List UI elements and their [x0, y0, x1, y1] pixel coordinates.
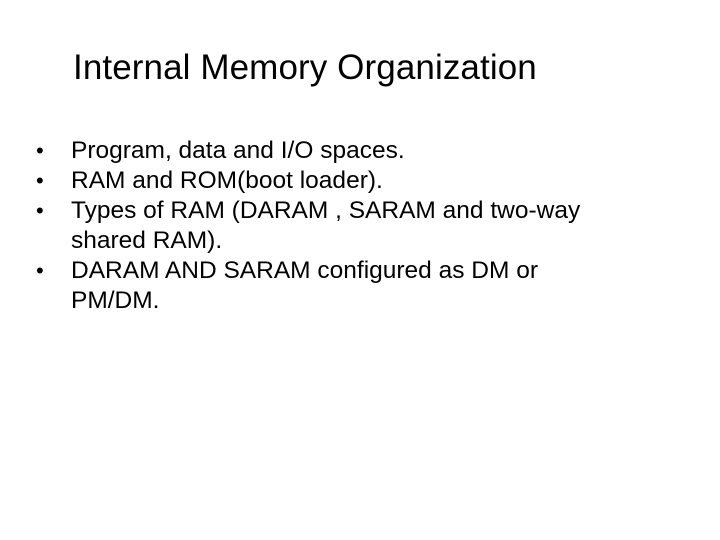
bullet-item-program-data-io — [36, 136, 686, 166]
bullet-text-line-2: PM/DM. — [71, 287, 160, 314]
bullet-list — [36, 136, 686, 316]
bullet-item-types-of-ram — [36, 196, 686, 256]
bullet-icon: • — [36, 258, 44, 283]
bullet-text-line-1: Types of RAM (DARAM , SARAM and two-way — [71, 197, 581, 224]
bullet-item-daram-saram — [36, 256, 686, 316]
bullet-text: RAM and ROM(boot loader). — [71, 167, 383, 194]
bullet-icon: • — [36, 168, 44, 193]
bullet-text-line-1: DARAM AND SARAM configured as DM or — [71, 257, 538, 284]
bullet-icon: • — [36, 198, 44, 223]
bullet-text-line-2: shared RAM). — [71, 227, 223, 254]
slide-title: Internal Memory Organization — [73, 48, 537, 87]
bullet-text: Program, data and I/O spaces. — [71, 137, 405, 164]
bullet-item-ram-rom — [36, 166, 686, 196]
bullet-icon: • — [36, 138, 44, 163]
